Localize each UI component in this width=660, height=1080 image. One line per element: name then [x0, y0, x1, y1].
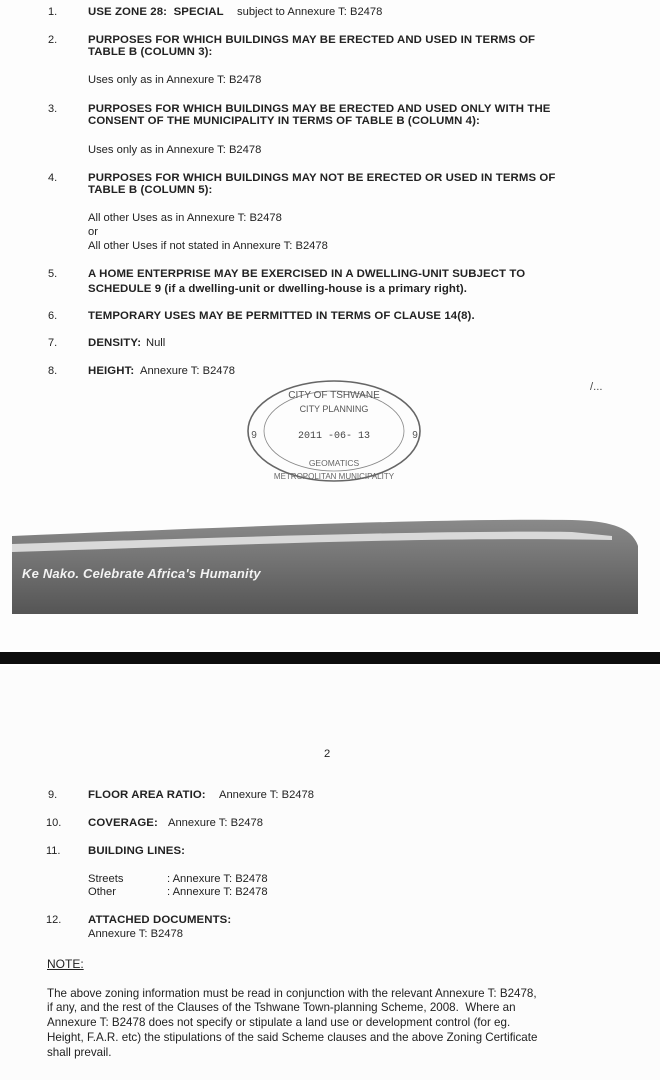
page-separator [0, 652, 660, 664]
item-number: 10. [46, 817, 62, 829]
use-zone-heading: USE ZONE 28: SPECIAL [88, 6, 224, 18]
attached-documents-value: Annexure T: B2478 [88, 928, 183, 940]
prohibited-uses-detail-2: All other Uses if not stated in Annexure T: B2478 [88, 240, 328, 252]
home-enterprise-line1: A HOME ENTERPRISE MAY BE EXERCISED IN A DWELLING-UNIT SUBJECT TO [88, 268, 526, 280]
stamp-bottom-text: METROPOLITAN MUNICIPALITY [273, 472, 395, 481]
item-number: 6. [48, 310, 58, 322]
note-heading: NOTE: [47, 957, 84, 971]
item-number: 3. [48, 103, 58, 115]
note-line: The above zoning information must be read in conjunction with the relevant Annexure T: B2478, [47, 987, 537, 1000]
consent-uses-detail: Uses only as in Annexure T: B2478 [88, 144, 262, 156]
note-line: if any, and the rest of the Clauses of the Tshwane Town-planning Scheme, 2008. Where an [47, 1001, 516, 1014]
consent-uses-heading-line1: PURPOSES FOR WHICH BUILDINGS MAY BE ERECTED AND USED ONLY WITH THE [88, 103, 551, 115]
density-heading: DENSITY: [88, 337, 142, 349]
consent-uses-heading-line2: CONSENT OF THE MUNICIPALITY IN TERMS OF TABLE B (COLUMN 4): [88, 115, 480, 127]
item-number: 1. [48, 6, 58, 18]
height-value: Annexure T: B2478 [140, 365, 235, 377]
certificate-page-2 [0, 666, 660, 1080]
prohibited-uses-heading-line2: TABLE B (COLUMN 5): [88, 184, 213, 196]
temporary-uses-text: TEMPORARY USES MAY BE PERMITTED IN TERMS OF CLAUSE 14(8). [88, 310, 475, 322]
prohibited-uses-or: or [88, 226, 98, 238]
building-lines-heading: BUILDING LINES: [88, 845, 186, 857]
use-zone-value: subject to Annexure T: B2478 [237, 6, 383, 18]
density-value: Null [146, 337, 166, 349]
floor-area-ratio-value: Annexure T: B2478 [219, 789, 314, 801]
item-number: 4. [48, 172, 58, 184]
item-number: 7. [48, 337, 58, 349]
item-number: 12. [46, 914, 62, 926]
note-line: shall prevail. [47, 1046, 112, 1059]
stamp-top-text: CITY OF TSHWANE [288, 390, 380, 401]
municipal-stamp [242, 376, 426, 486]
stamp-right-number: 9 [412, 430, 418, 441]
item-number: 5. [48, 268, 58, 280]
stamp-date: 2011 -06- 13 [297, 431, 371, 442]
item-number: 8. [48, 365, 58, 377]
permitted-uses-detail: Uses only as in Annexure T: B2478 [88, 74, 262, 86]
prohibited-uses-heading-line1: PURPOSES FOR WHICH BUILDINGS MAY NOT BE ERECTED OR USED IN TERMS OF [88, 172, 556, 184]
building-lines-other-label: Other [88, 886, 116, 898]
item-number: 11. [46, 845, 61, 857]
permitted-uses-heading-line2: TABLE B (COLUMN 3): [88, 46, 213, 58]
stamp-left-number: 9 [251, 430, 257, 441]
building-lines-streets-value: : Annexure T: B2478 [167, 873, 268, 885]
coverage-heading: COVERAGE: [88, 817, 158, 829]
building-lines-streets-label: Streets [88, 873, 124, 885]
floor-area-ratio-heading: FLOOR AREA RATIO: [88, 789, 206, 801]
page-number: 2 [324, 748, 331, 760]
note-line: Annexure T: B2478 does not specify or stipulate a land use or development control (for eg. [47, 1016, 511, 1029]
stamp-unit: GEOMATICS [308, 458, 360, 468]
home-enterprise-line2: SCHEDULE 9 (if a dwelling-unit or dwelling-house is a primary right). [88, 283, 468, 295]
attached-documents-heading: ATTACHED DOCUMENTS: [88, 914, 232, 926]
item-number: 2. [48, 34, 58, 46]
stamp-department: CITY PLANNING [299, 404, 369, 414]
note-line: Height, F.A.R. etc) the stipulations of the said Scheme clauses and the above Zoning Certificate [47, 1031, 538, 1044]
prohibited-uses-detail-1: All other Uses as in Annexure T: B2478 [88, 212, 282, 224]
coverage-value: Annexure T: B2478 [168, 817, 263, 829]
banner-slogan: Ke Nako. Celebrate Africa's Humanity [22, 566, 261, 581]
permitted-uses-heading-line1: PURPOSES FOR WHICH BUILDINGS MAY BE ERECTED AND USED IN TERMS OF [88, 34, 536, 46]
item-number: 9. [48, 789, 58, 801]
building-lines-other-value: : Annexure T: B2478 [167, 886, 268, 898]
height-heading: HEIGHT: [88, 365, 135, 377]
continued-mark: /... [590, 381, 603, 393]
